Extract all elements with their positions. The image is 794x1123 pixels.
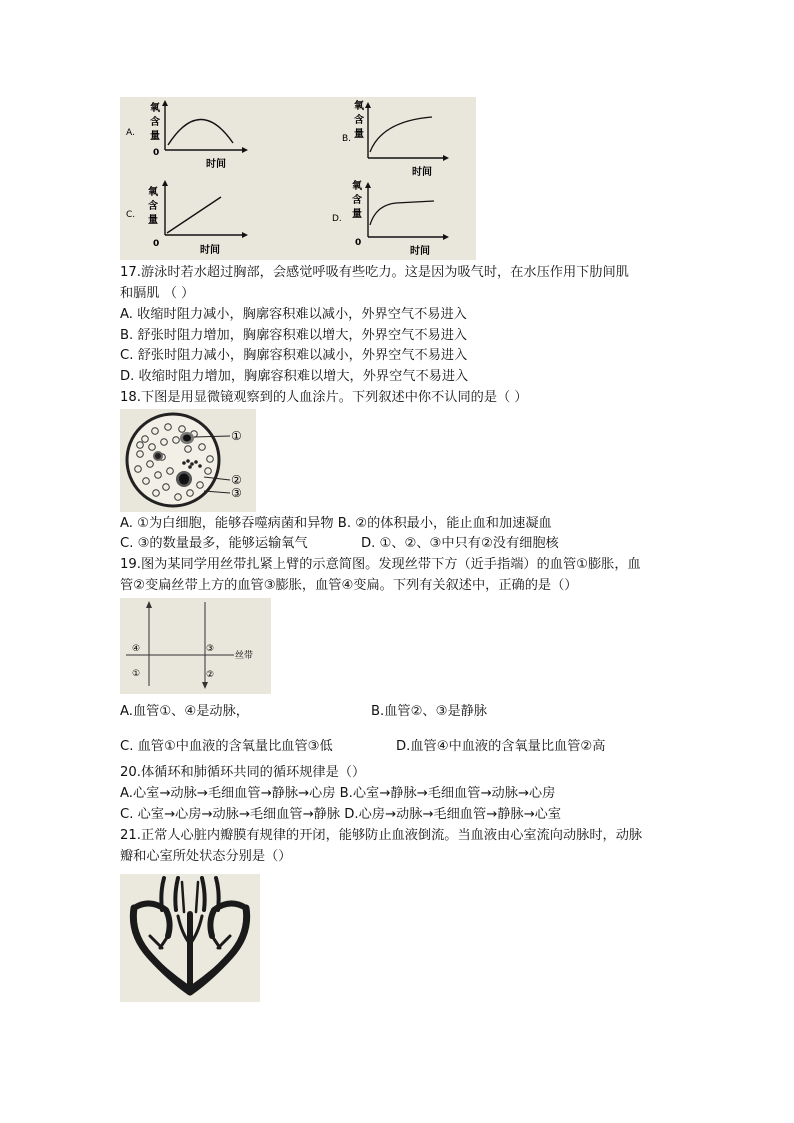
graph-option-label: A.	[126, 128, 135, 138]
blood-smear-figure	[120, 409, 256, 512]
vessel-label-3: ③	[206, 644, 215, 654]
svg-text:0: 0	[355, 238, 362, 248]
svg-text:D.: D.	[332, 214, 342, 224]
svg-text:含: 含	[352, 195, 362, 206]
q17-option-b: B. 舒张时阻力增加，胸廓容积难以增大，外界空气不易进入	[120, 328, 468, 343]
y-axis-label: 氧	[150, 103, 160, 114]
q20-stem: 20.体循环和肺循环共同的循环规律是（）	[120, 765, 366, 780]
vessel-label-4: ④	[132, 644, 141, 654]
q21-stem-line1: 21.正常人心脏内瓣膜有规律的开闭，能够防止血液倒流。当血液由心室流向动脉时，动脉	[120, 828, 643, 843]
svg-text:含: 含	[354, 115, 364, 126]
svg-text:量: 量	[150, 131, 160, 142]
q21-stem-line2: 瓣和心室所处状态分别是（）	[120, 849, 292, 864]
oxygen-graphs-figure	[120, 97, 476, 260]
graph-b	[342, 99, 449, 178]
smear-label-1: ①	[231, 429, 242, 443]
q19-option-b: B.血管②、③是静脉	[371, 704, 488, 719]
svg-text:氧: 氧	[148, 187, 158, 198]
q19-option-d: D.血管④中血液的含氧量比血管②高	[396, 739, 606, 754]
x-axis-label: 时间	[206, 159, 226, 170]
svg-text:氧: 氧	[352, 181, 362, 192]
svg-text:时间: 时间	[200, 245, 220, 256]
q18-option-c: C. ③的数量最多，能够运输氧气	[120, 536, 308, 551]
graph-a	[126, 100, 248, 170]
graph-d	[332, 179, 449, 257]
origin-label: 0	[153, 148, 160, 158]
q17-option-a: A. 收缩时阻力减小，胸廓容积难以减小，外界空气不易进入	[120, 307, 467, 322]
heart-valves-figure	[120, 874, 260, 1002]
q20-options-ab: A.心室→动脉→毛细血管→静脉→心房 B.心室→静脉→毛细血管→动脉→心房	[120, 786, 556, 801]
q18-option-d: D. ①、②、③中只有②没有细胞核	[361, 536, 559, 551]
svg-text:B.: B.	[342, 134, 352, 144]
q19-stem-line1: 19.图为某同学用丝带扎紧上臂的示意简图。发现丝带下方（近手指端）的血管①膨胀，血	[120, 557, 641, 572]
q17-option-d: D. 收缩时阻力增加，胸廓容积难以增大，外界空气不易进入	[120, 369, 469, 384]
vessel-label-2: ②	[206, 670, 215, 680]
q19-option-c: C. 血管①中血液的含氧量比血管③低	[120, 739, 333, 754]
svg-text:含: 含	[148, 201, 158, 212]
q17-stem-line2: 和膈肌 （ ）	[120, 286, 195, 301]
svg-text:量: 量	[148, 215, 158, 226]
q17-option-c: C. 舒张时阻力减小，胸廓容积难以减小，外界空气不易进入	[120, 348, 468, 363]
svg-text:C.: C.	[126, 210, 136, 220]
q18-stem: 18.下图是用显微镜观察到的人血涂片。下列叙述中你不认同的是（ ）	[120, 390, 528, 405]
graph-c	[126, 180, 248, 256]
q19-stem-line2: 管②变扁丝带上方的血管③膨胀，血管④变扁。下列有关叙述中，正确的是（）	[120, 578, 578, 593]
vessel-label-1: ①	[132, 669, 141, 679]
smear-label-3: ③	[231, 486, 242, 500]
smear-label-2: ②	[231, 473, 242, 487]
svg-text:含: 含	[150, 117, 160, 128]
svg-text:时间: 时间	[412, 167, 432, 178]
q18-options-ab: A. ①为白细胞，能够吞噬病菌和异物 B. ②的体积最小，能止血和加速凝血	[120, 516, 552, 531]
q17-stem-line1: 17.游泳时若水超过胸部，会感觉呼吸有些吃力。这是因为吸气时，在水压作用下肋间肌	[120, 265, 629, 280]
svg-text:量: 量	[354, 129, 364, 140]
q19-option-a: A.血管①、④是动脉，	[120, 704, 249, 719]
arm-band-figure	[120, 598, 271, 694]
svg-text:氧: 氧	[354, 101, 364, 112]
svg-text:0: 0	[153, 239, 160, 249]
svg-text:时间: 时间	[410, 246, 430, 257]
band-label: 丝带	[235, 651, 254, 661]
svg-text:量: 量	[352, 209, 362, 220]
q20-options-cd: C. 心室→心房→动脉→毛细血管→静脉 D.心房→动脉→毛细血管→静脉→心室	[120, 807, 562, 822]
